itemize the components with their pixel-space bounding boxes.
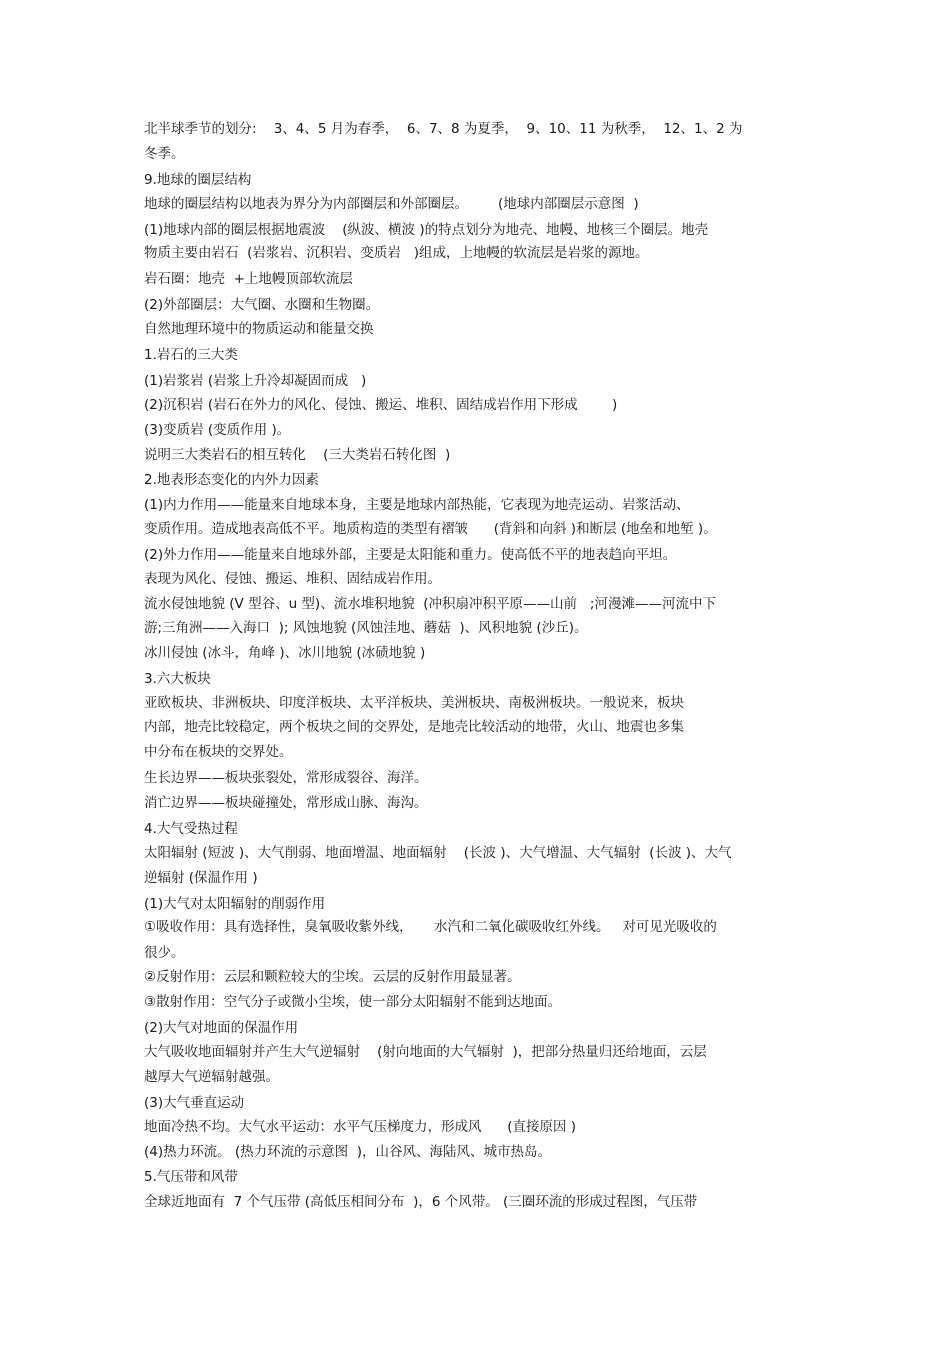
text-line: 消亡边界——板块碰撞处，常形成山脉、海沟。 xyxy=(144,795,428,811)
text-line: 全球近地面有 7 个气压带 (高低压相间分布 )，6 个风带。 (三圈环流的形成过程图，气压带 xyxy=(144,1194,698,1210)
text-line: 内部，地壳比较稳定，两个板块之间的交界处，是地壳比较活动的地带，火山、地震也多集 xyxy=(144,719,684,735)
text-line: 中分布在板块的交界处。 xyxy=(144,744,293,760)
text-line: (1)岩浆岩 (岩浆上升冷却凝固而成 ) xyxy=(144,373,367,389)
text-line: (1)大气对太阳辐射的削弱作用 xyxy=(144,896,326,912)
section-heading: 1.岩石的三大类 xyxy=(144,347,238,363)
text-line: ②反射作用：云层和颗粒较大的尘埃。云层的反射作用最显著。 xyxy=(144,969,521,985)
section-heading: 5.气压带和风带 xyxy=(144,1169,238,1185)
text-line: (1)内力作用——能量来自地球本身，主要是地球内部热能，它表现为地壳运动、岩浆活动、 xyxy=(144,497,690,513)
text-line: (2)外部圈层：大气圈、水圈和生物圈。 xyxy=(144,297,380,313)
text-line: (3)变质岩 (变质作用 )。 xyxy=(144,422,291,438)
section-heading: 自然地理环境中的物质运动和能量交换 xyxy=(144,321,374,337)
text-line: 冰川侵蚀 (冰斗，角峰 )、冰川地貌 (冰碛地貌 ) xyxy=(144,645,426,661)
text-line: 说明三大类岩石的相互转化 (三大类岩石转化图 ) xyxy=(144,447,451,463)
text-line: 岩石圈：地壳 +上地幔顶部软流层 xyxy=(144,271,353,287)
section-heading: 2.地表形态变化的内外力因素 xyxy=(144,472,319,488)
text-line: 流水侵蚀地貌 (V 型谷、u 型)、流水堆积地貌 (冲积扇冲积平原——山前 ;河漫滩——河流中下 xyxy=(144,596,716,612)
text-line: (4)热力环流。 (热力环流的示意图 )，山谷风、海陆风、城市热岛。 xyxy=(144,1144,552,1160)
text-line: (2)沉积岩 (岩石在外力的风化、侵蚀、搬运、堆积、固结成岩作用下形成 ) xyxy=(144,397,618,413)
text-line: 物质主要由岩石 (岩浆岩、沉积岩、变质岩 )组成，上地幔的软流层是岩浆的源地。 xyxy=(144,245,649,261)
text-line: 逆辐射 (保温作用 ) xyxy=(144,870,258,886)
section-heading: 4.大气受热过程 xyxy=(144,821,238,837)
text-line: 地面冷热不均。大气水平运动：水平气压梯度力，形成风 (直接原因 ) xyxy=(144,1119,577,1135)
text-line: 大气吸收地面辐射并产生大气逆辐射 (射向地面的大气辐射 )，把部分热量归还给地面，云层 xyxy=(144,1044,707,1060)
text-line: 亚欧板块、非洲板块、印度洋板块、太平洋板块、美洲板块、南极洲板块。一般说来，板块 xyxy=(144,695,684,711)
text-line: 表现为风化、侵蚀、搬运、堆积、固结成岩作用。 xyxy=(144,571,441,587)
text-line: 地球的圈层结构以地表为界分为内部圈层和外部圈层。 (地球内部圈层示意图 ) xyxy=(144,196,639,212)
text-line: (3)大气垂直运动 xyxy=(144,1095,245,1111)
section-heading: 9.地球的圈层结构 xyxy=(144,172,252,188)
text-line: 太阳辐射 (短波 )、大气削弱、地面增温、地面辐射 (长波 )、大气增温、大气辐射 (长波 )、大气 xyxy=(144,845,732,861)
text-line: 北半球季节的划分: 3、4、5 月为春季， 6、7、8 为夏季， 9、10、11 为秋季， 12、1、2 为 xyxy=(144,121,743,137)
text-line: 变质作用。造成地表高低不平。地质构造的类型有褶皱 (背斜和向斜 )和断层 (地垒和地堑 )。 xyxy=(144,521,717,537)
text-line: (2)外力作用——能量来自地球外部，主要是太阳能和重力。使高低不平的地表趋向平坦。 xyxy=(144,547,677,563)
text-line: 很少。 xyxy=(144,945,185,961)
section-heading: 3.六大板块 xyxy=(144,671,211,687)
text-line: 游;三角洲——入海口 ); 风蚀地貌 (风蚀洼地、蘑菇 )、风积地貌 (沙丘)。 xyxy=(144,620,588,636)
text-line: ③散射作用：空气分子或微小尘埃，使一部分太阳辐射不能到达地面。 xyxy=(144,994,562,1010)
text-line: ①吸收作用：具有选择性，臭氧吸收紫外线， 水汽和二氧化碳吸收红外线。 对可见光吸收的 xyxy=(144,919,717,935)
text-line: (2)大气对地面的保温作用 xyxy=(144,1020,299,1036)
text-line: 冬季。 xyxy=(144,146,185,162)
text-line: (1)地球内部的圈层根据地震波 (纵波、横波 )的特点划分为地壳、地幔、地核三个圈层。地壳 xyxy=(144,222,709,238)
text-line: 生长边界——板块张裂处，常形成裂谷、海洋。 xyxy=(144,770,428,786)
text-line: 越厚大气逆辐射越强。 xyxy=(144,1069,279,1085)
